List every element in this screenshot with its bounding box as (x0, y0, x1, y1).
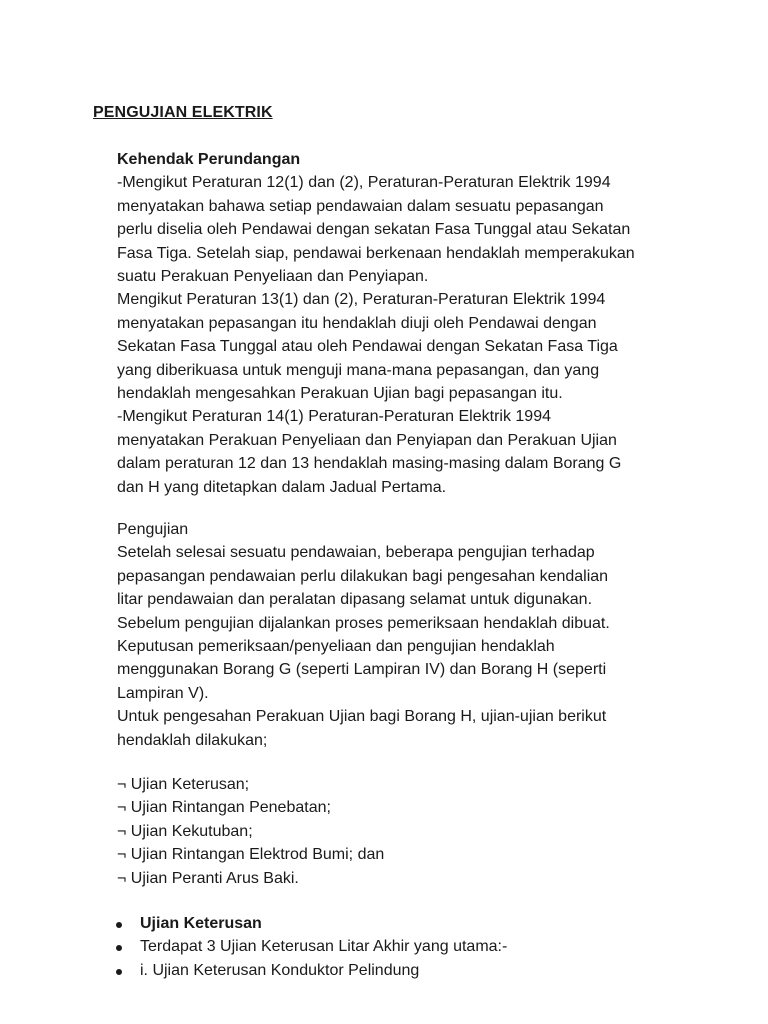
bullet-text: Terdapat 3 Ujian Keterusan Litar Akhir yang utama:- (140, 938, 508, 956)
section-testing (117, 518, 677, 752)
text-line: yang diberikuasa untuk menguji mana-mana pepasangan, dan yang (117, 361, 600, 379)
text-line: Lampiran V). (117, 684, 209, 702)
text-line: menyatakan Perakuan Penyeliaan dan Penyiapan dan Perakuan Ujian (117, 431, 617, 449)
bullet-text: Ujian Keterusan (140, 915, 262, 932)
text-line: menyatakan bahawa setiap pendawaian dalam sesuatu pepasangan (117, 197, 604, 215)
section-heading: Pengujian (117, 521, 189, 538)
bullet-icon (116, 922, 122, 928)
text-line: dan H yang ditetapkan dalam Jadual Pertama. (117, 478, 447, 496)
text-line: Sebelum pengujian dijalankan proses pemeriksaan hendaklah dibuat. (117, 614, 610, 632)
section-legal-requirements (117, 148, 677, 499)
text-line: -Mengikut Peraturan 14(1) Peraturan-Peraturan Elektrik 1994 (117, 408, 551, 426)
text-line: perlu diselia oleh Pendawai dengan sekatan Fasa Tunggal atau Sekatan (117, 221, 631, 239)
bullet-item (112, 959, 712, 982)
text-line: Fasa Tiga. Setelah siap, pendawai berkenaan hendaklah memperakukan (117, 244, 635, 262)
list-item: ¬ Ujian Rintangan Elektrod Bumi; dan (117, 846, 385, 864)
tests-list (117, 773, 677, 890)
list-item: ¬ Ujian Kekutuban; (117, 822, 253, 840)
text-line: hendaklah mengesahkan Perakuan Ujian bagi pepasangan itu. (117, 385, 563, 403)
text-line: litar pendawaian dan peralatan dipasang selamat untuk digunakan. (117, 591, 593, 609)
text-line: -Mengikut Peraturan 12(1) dan (2), Peraturan-Peraturan Elektrik 1994 (117, 174, 611, 192)
text-line: Untuk pengesahan Perakuan Ujian bagi Borang H, ujian-ujian berikut (117, 708, 607, 726)
text-line: dalam peraturan 12 dan 13 hendaklah masing-masing dalam Borang G (117, 455, 622, 473)
text-line: Setelah selesai sesuatu pendawaian, beberapa pengujian terhadap (117, 544, 595, 562)
bullet-list (112, 912, 712, 982)
text-line: Sekatan Fasa Tunggal atau oleh Pendawai dengan Sekatan Fasa Tiga (117, 338, 618, 356)
list-item: ¬ Ujian Peranti Arus Baki. (117, 869, 299, 887)
text-line: Keputusan pemeriksaan/penyeliaan dan pengujian hendaklah (117, 638, 555, 656)
text-line: pepasangan pendawaian perlu dilakukan bagi pengesahan kendalian (117, 567, 609, 585)
list-item: ¬ Ujian Rintangan Penebatan; (117, 799, 331, 817)
bullet-icon (116, 969, 122, 975)
bullet-icon (116, 945, 122, 951)
list-item: ¬ Ujian Keterusan; (117, 776, 250, 793)
text-line: menggunakan Borang G (seperti Lampiran IV) dan Borang H (seperti (117, 661, 607, 679)
text-line: menyatakan pepasangan itu hendaklah diuji oleh Pendawai dengan (117, 314, 597, 332)
document-title: PENGUJIAN ELEKTRIK (93, 104, 273, 121)
bullet-text: i. Ujian Keterusan Konduktor Pelindung (140, 961, 420, 979)
text-line: suatu Perakuan Penyeliaan dan Penyiapan. (117, 268, 429, 286)
section-heading: Kehendak Perundangan (117, 151, 301, 168)
text-line: Mengikut Peraturan 13(1) dan (2), Peraturan-Peraturan Elektrik 1994 (117, 291, 606, 309)
bullet-item (112, 935, 712, 958)
text-line: hendaklah dilakukan; (117, 731, 268, 749)
bullet-item (112, 912, 712, 935)
